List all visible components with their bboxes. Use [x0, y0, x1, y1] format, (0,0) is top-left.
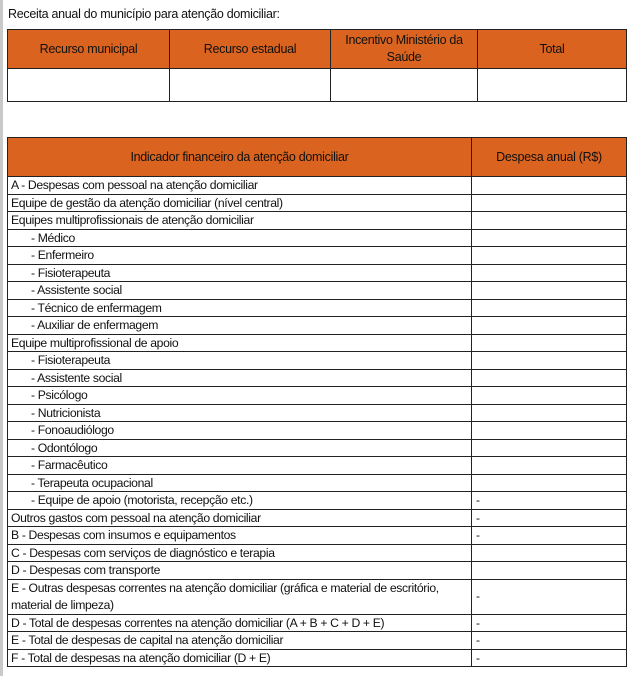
row-value-cell[interactable] — [472, 212, 627, 230]
row-label: - Fisioterapeuta — [8, 352, 472, 370]
row-value-cell[interactable] — [472, 334, 627, 352]
row-value-cell[interactable]: - — [472, 527, 627, 545]
row-label: - Auxiliar de enfermagem — [8, 317, 472, 335]
row-label: B - Despesas com insumos e equipamentos — [8, 527, 472, 545]
revenue-table — [7, 29, 627, 102]
row-label: - Assistente social — [8, 282, 472, 300]
row-value-cell[interactable] — [472, 299, 627, 317]
row-label: - Terapeuta ocupacional — [8, 474, 472, 492]
cell-recurso-municipal[interactable] — [8, 69, 170, 102]
table-row — [8, 439, 627, 457]
expense-table — [7, 137, 627, 667]
row-value-cell[interactable] — [472, 317, 627, 335]
table-row — [8, 352, 627, 370]
row-value-cell[interactable] — [472, 247, 627, 265]
table-row — [8, 544, 627, 562]
row-value-cell[interactable]: - — [472, 632, 627, 650]
row-value-cell[interactable] — [472, 369, 627, 387]
table-row — [8, 194, 627, 212]
row-label: - Nutricionista — [8, 404, 472, 422]
revenue-caption: Receita anual do município para atenção domiciliar: — [8, 7, 280, 21]
row-value-cell[interactable] — [472, 387, 627, 405]
row-label: Equipe multiprofissional de apoio — [8, 334, 472, 352]
table-row — [8, 509, 627, 527]
row-value-cell[interactable] — [472, 264, 627, 282]
table-row — [8, 334, 627, 352]
header-incentivo-ministerio: Incentivo Ministério da Saúde — [331, 30, 478, 69]
table-row — [8, 474, 627, 492]
row-label: A - Despesas com pessoal na atenção domiciliar — [8, 177, 472, 195]
row-value-cell[interactable]: - — [472, 492, 627, 510]
revenue-value-row — [8, 69, 627, 102]
header-despesa-anual: Despesa anual (R$) — [472, 138, 627, 177]
table-row — [8, 247, 627, 265]
table-row — [8, 404, 627, 422]
row-value-cell[interactable] — [472, 422, 627, 440]
row-label: - Psicólogo — [8, 387, 472, 405]
table-row — [8, 579, 627, 614]
table-row — [8, 457, 627, 475]
row-value-cell[interactable] — [472, 229, 627, 247]
row-label: - Fonoaudiólogo — [8, 422, 472, 440]
row-label: - Fisioterapeuta — [8, 264, 472, 282]
row-label: E - Outras despesas correntes na atenção domiciliar (gráfica e material de escritório, material de limpeza) — [8, 579, 472, 614]
row-label: D - Total de despesas correntes na atenção domiciliar (A + B + C + D + E) — [8, 614, 472, 632]
table-row — [8, 317, 627, 335]
table-row — [8, 212, 627, 230]
row-label: - Assistente social — [8, 369, 472, 387]
row-label: Equipe de gestão da atenção domiciliar (nível central) — [8, 194, 472, 212]
row-value-cell[interactable]: - — [472, 579, 627, 614]
cell-total[interactable] — [478, 69, 627, 102]
row-label: C - Despesas com serviços de diagnóstico e terapia — [8, 544, 472, 562]
table-row — [8, 492, 627, 510]
table-row — [8, 229, 627, 247]
row-value-cell[interactable] — [472, 544, 627, 562]
row-value-cell[interactable] — [472, 474, 627, 492]
row-value-cell[interactable]: - — [472, 614, 627, 632]
header-indicador: Indicador financeiro da atenção domiciliar — [8, 138, 472, 177]
header-total: Total — [478, 30, 627, 69]
table-row — [8, 527, 627, 545]
row-value-cell[interactable] — [472, 439, 627, 457]
table-row — [8, 422, 627, 440]
row-label: - Equipe de apoio (motorista, recepção etc.) — [8, 492, 472, 510]
row-value-cell[interactable] — [472, 194, 627, 212]
row-label: Outros gastos com pessoal na atenção domiciliar — [8, 509, 472, 527]
table-row — [8, 632, 627, 650]
row-label: - Enfermeiro — [8, 247, 472, 265]
row-label: F - Total de despesas na atenção domiciliar (D + E) — [8, 649, 472, 667]
row-value-cell[interactable] — [472, 404, 627, 422]
cell-incentivo-ministerio[interactable] — [331, 69, 478, 102]
table-row — [8, 299, 627, 317]
table-row — [8, 369, 627, 387]
row-value-cell[interactable] — [472, 457, 627, 475]
table-row — [8, 264, 627, 282]
row-label: E - Total de despesas de capital na atenção domiciliar — [8, 632, 472, 650]
table-row — [8, 649, 627, 667]
row-label: D - Despesas com transporte — [8, 562, 472, 580]
table-row — [8, 177, 627, 195]
header-recurso-municipal: Recurso municipal — [8, 30, 170, 69]
expense-header-row — [8, 138, 627, 177]
row-value-cell[interactable] — [472, 177, 627, 195]
row-label: - Médico — [8, 229, 472, 247]
row-value-cell[interactable] — [472, 562, 627, 580]
cell-recurso-estadual[interactable] — [170, 69, 331, 102]
row-label: - Farmacêutico — [8, 457, 472, 475]
revenue-header-row — [8, 30, 627, 69]
row-label: - Odontólogo — [8, 439, 472, 457]
page-edge — [0, 0, 3, 676]
row-value-cell[interactable] — [472, 282, 627, 300]
table-row — [8, 282, 627, 300]
table-row — [8, 614, 627, 632]
row-value-cell[interactable]: - — [472, 649, 627, 667]
row-label: - Técnico de enfermagem — [8, 299, 472, 317]
table-row — [8, 387, 627, 405]
row-label: Equipes multiprofissionais de atenção domiciliar — [8, 212, 472, 230]
row-value-cell[interactable] — [472, 352, 627, 370]
table-row — [8, 562, 627, 580]
row-value-cell[interactable]: - — [472, 509, 627, 527]
header-recurso-estadual: Recurso estadual — [170, 30, 331, 69]
